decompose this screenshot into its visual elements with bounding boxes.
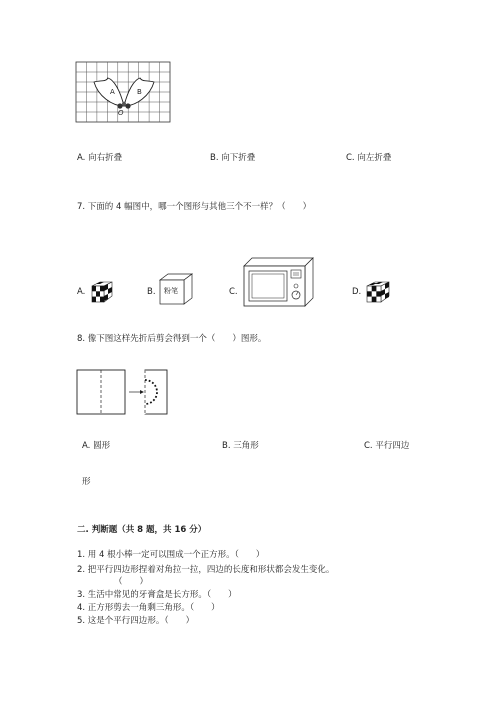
q8-option-c-continued: 形 — [82, 477, 91, 487]
q6-option-a: A. 向右折叠 — [77, 153, 123, 163]
q7-chalk-box-text: 粉笔 — [164, 287, 178, 295]
judge-item-4: 4. 正方形剪去一角剩三角形。（ ） — [77, 603, 220, 613]
q7-option-d: D. — [352, 287, 362, 297]
q8-stem: 8. 像下图这样先折后剪会得到一个（ ）图形。 — [77, 334, 267, 344]
q6-option-c: C. 向左折叠 — [346, 153, 392, 163]
q8-option-b: B. 三角形 — [222, 441, 259, 451]
judge-item-1: 1. 用 4 根小棒一定可以围成一个正方形。（ ） — [77, 550, 265, 560]
q7-checkered-cube-d — [363, 280, 391, 306]
q7-microwave-c — [241, 256, 315, 308]
q7-stem: 7. 下面的 4 幅图中，哪一个图形与其他三个不一样？（ ） — [77, 202, 312, 212]
q6-option-b: B. 向下折叠 — [210, 153, 256, 163]
q6-label-o: O — [118, 109, 124, 117]
q7-option-a: A. — [77, 287, 86, 297]
section-2-title: 二. 判断题（共 8 题，共 16 分） — [77, 525, 207, 535]
judge-item-3: 3. 生活中常见的牙膏盒是长方形。（ ） — [77, 590, 237, 600]
q8-fold-cut-figure — [77, 370, 169, 416]
q8-option-c: C. 平行四边 — [364, 441, 410, 451]
q6-label-a: A — [110, 88, 115, 96]
judge-item-2-paren: （ ） — [114, 577, 149, 587]
q6-grid-figure — [76, 62, 172, 124]
q7-option-b: B. — [147, 287, 156, 297]
q7-option-c: C. — [229, 287, 238, 297]
q6-label-b: B — [137, 88, 142, 96]
judge-item-5: 5. 这是个平行四边形。（ ） — [77, 616, 195, 626]
q8-option-a: A. 圆形 — [82, 441, 111, 451]
q7-checkered-cube-a — [88, 280, 114, 306]
judge-item-2: 2. 把平行四边形捏着对角拉一拉，四边的长度和形状都会发生变化。 — [77, 565, 335, 575]
